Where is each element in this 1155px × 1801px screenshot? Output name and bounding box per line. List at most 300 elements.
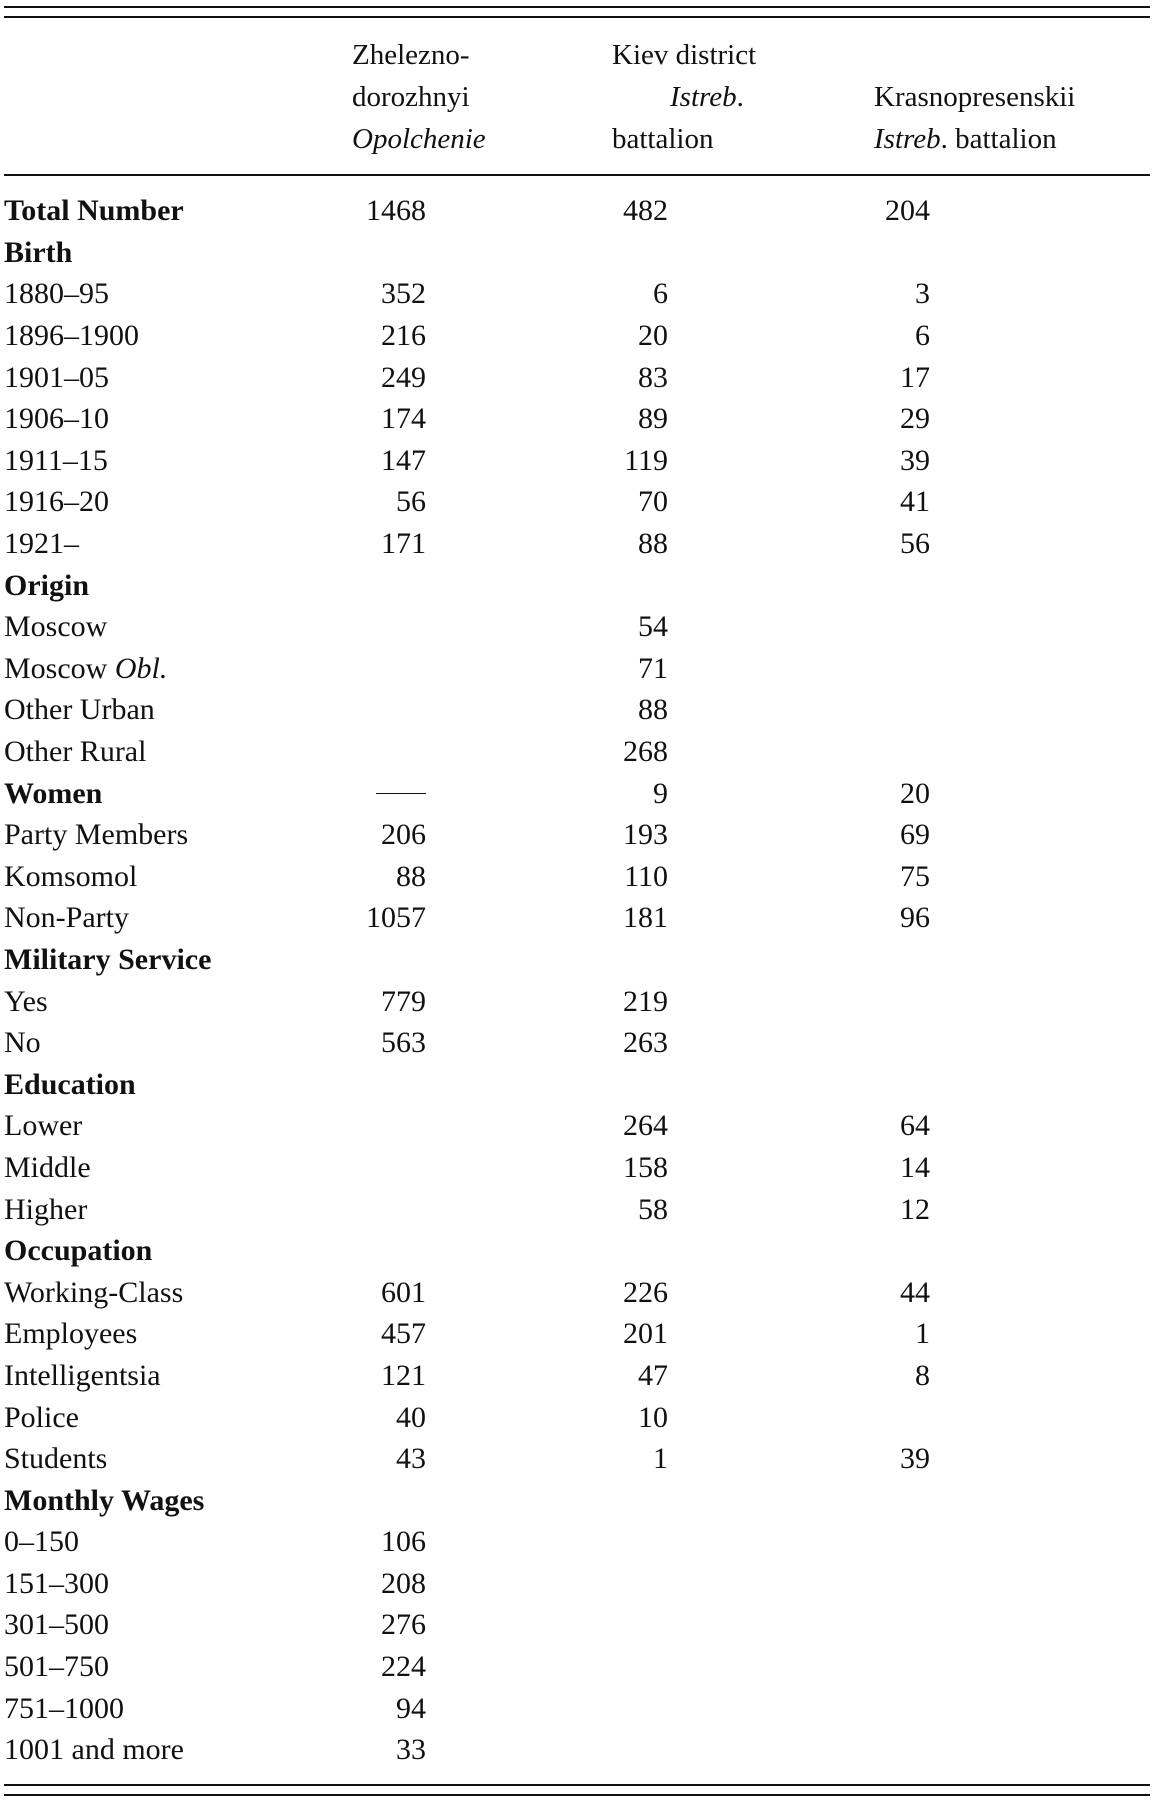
header-col-1-line-3: Opolchenie bbox=[352, 123, 486, 155]
cell-kiev-district: 226 bbox=[623, 1275, 668, 1309]
column-gap bbox=[668, 1355, 808, 1397]
cell-kiev-district bbox=[546, 939, 668, 981]
section-label bbox=[4, 1063, 306, 1105]
row-label bbox=[4, 1604, 306, 1646]
column-gap bbox=[426, 1646, 546, 1688]
table-row bbox=[4, 273, 930, 315]
row-label-text: Lower bbox=[4, 1109, 83, 1143]
column-gap bbox=[668, 1230, 808, 1272]
column-gap bbox=[426, 356, 546, 398]
row-label-italic: Obl. bbox=[114, 651, 168, 685]
row-label-text: Police bbox=[4, 1400, 79, 1434]
row-label-text: Military Service bbox=[4, 942, 212, 976]
row-label-text: No bbox=[4, 1026, 41, 1060]
row-label-text: Monthly Wages bbox=[4, 1483, 205, 1517]
column-gap bbox=[426, 606, 546, 648]
row-label-text: 0–150 bbox=[4, 1525, 79, 1559]
row-label-text: 1901–05 bbox=[4, 360, 109, 394]
table-row bbox=[4, 1313, 930, 1355]
cell-kiev-district bbox=[546, 1521, 668, 1563]
row-label-text: Employees bbox=[4, 1317, 138, 1351]
column-gap bbox=[668, 1604, 808, 1646]
dash-mark bbox=[376, 793, 426, 794]
row-label bbox=[4, 1271, 306, 1313]
column-gap bbox=[668, 772, 808, 814]
table-row bbox=[4, 1438, 930, 1480]
row-label bbox=[4, 1396, 306, 1438]
row-label-text: Higher bbox=[4, 1192, 88, 1226]
header-col-2-istreb: Istreb bbox=[670, 81, 737, 113]
cell-zheleznodorozhnyi: 56 bbox=[396, 485, 426, 519]
section-label bbox=[4, 232, 306, 274]
row-label-text: 1921– bbox=[4, 527, 79, 561]
cell-kiev-district: 110 bbox=[624, 859, 668, 893]
table-row bbox=[4, 398, 930, 440]
table-row bbox=[4, 356, 930, 398]
cell-krasnopresenskii bbox=[808, 1230, 930, 1272]
cell-krasnopresenskii: 69 bbox=[900, 818, 930, 852]
row-label-text: 1906–10 bbox=[4, 402, 109, 436]
cell-zheleznodorozhnyi: 33 bbox=[396, 1733, 426, 1767]
column-gap bbox=[426, 731, 546, 773]
cell-kiev-district: 88 bbox=[638, 527, 668, 561]
header-col-3-istreb: Istreb bbox=[874, 123, 941, 155]
cell-krasnopresenskii bbox=[808, 1646, 930, 1688]
column-gap bbox=[668, 731, 808, 773]
table-row bbox=[4, 606, 930, 648]
cell-krasnopresenskii: 41 bbox=[900, 485, 930, 519]
cell-krasnopresenskii: 3 bbox=[915, 277, 930, 311]
cell-kiev-district: 193 bbox=[623, 818, 668, 852]
row-label bbox=[4, 1105, 306, 1147]
cell-kiev-district: 263 bbox=[623, 1026, 668, 1060]
column-gap bbox=[426, 1687, 546, 1729]
cell-zheleznodorozhnyi bbox=[306, 606, 426, 648]
column-gap bbox=[426, 273, 546, 315]
cell-krasnopresenskii bbox=[808, 1063, 930, 1105]
section-label bbox=[4, 564, 306, 606]
row-label-text: 151–300 bbox=[4, 1566, 109, 1600]
row-label bbox=[4, 606, 306, 648]
row-label bbox=[4, 398, 306, 440]
table-row bbox=[4, 1521, 930, 1563]
row-label-text: Middle bbox=[4, 1150, 91, 1184]
cell-krasnopresenskii: 8 bbox=[915, 1358, 930, 1392]
row-label bbox=[4, 648, 306, 690]
header-col-2-line-2-rest: . bbox=[736, 81, 744, 113]
bottom-rule-outer bbox=[4, 1794, 1150, 1796]
table-row bbox=[4, 1063, 930, 1105]
column-gap bbox=[668, 980, 808, 1022]
cell-krasnopresenskii: 56 bbox=[900, 527, 930, 561]
cell-zheleznodorozhnyi: 249 bbox=[381, 360, 426, 394]
header-col-3-line-2 bbox=[874, 118, 1075, 160]
cell-krasnopresenskii bbox=[808, 1479, 930, 1521]
table-row bbox=[4, 1479, 930, 1521]
cell-kiev-district: 119 bbox=[624, 443, 668, 477]
cell-zheleznodorozhnyi bbox=[306, 689, 426, 731]
column-gap bbox=[668, 273, 808, 315]
section-label bbox=[4, 939, 306, 981]
column-gap bbox=[668, 1022, 808, 1064]
row-label bbox=[4, 523, 306, 565]
header-col-1-line-2: dorozhnyi bbox=[352, 81, 470, 113]
column-gap bbox=[426, 1105, 546, 1147]
column-gap bbox=[426, 689, 546, 731]
column-gap bbox=[426, 481, 546, 523]
column-gap bbox=[426, 1022, 546, 1064]
table-row bbox=[4, 856, 930, 898]
cell-zheleznodorozhnyi bbox=[306, 1147, 426, 1189]
column-gap bbox=[426, 523, 546, 565]
column-gap bbox=[668, 190, 808, 232]
column-gap bbox=[426, 1604, 546, 1646]
row-label-text: Birth bbox=[4, 235, 73, 269]
row-label-text: 301–500 bbox=[4, 1608, 109, 1642]
cell-krasnopresenskii: 17 bbox=[900, 360, 930, 394]
row-label bbox=[4, 814, 306, 856]
cell-kiev-district bbox=[546, 1563, 668, 1605]
cell-kiev-district bbox=[546, 1687, 668, 1729]
cell-zheleznodorozhnyi: 206 bbox=[381, 818, 426, 852]
column-gap bbox=[426, 1355, 546, 1397]
cell-krasnopresenskii: 75 bbox=[900, 859, 930, 893]
cell-zheleznodorozhnyi: 563 bbox=[381, 1026, 426, 1060]
row-label bbox=[4, 1188, 306, 1230]
table-row bbox=[4, 814, 930, 856]
table-row bbox=[4, 564, 930, 606]
table-row bbox=[4, 1022, 930, 1064]
cell-krasnopresenskii: 20 bbox=[900, 776, 930, 810]
section-label bbox=[4, 190, 306, 232]
cell-kiev-district: 88 bbox=[638, 693, 668, 727]
row-label bbox=[4, 273, 306, 315]
cell-krasnopresenskii bbox=[808, 1729, 930, 1771]
cell-zheleznodorozhnyi: 106 bbox=[381, 1525, 426, 1559]
column-gap bbox=[668, 315, 808, 357]
row-label-text: Non-Party bbox=[4, 901, 129, 935]
cell-zheleznodorozhnyi: 1468 bbox=[366, 194, 426, 228]
table-row bbox=[4, 648, 930, 690]
column-gap bbox=[426, 1479, 546, 1521]
column-gap bbox=[426, 1396, 546, 1438]
row-label bbox=[4, 315, 306, 357]
row-label bbox=[4, 1438, 306, 1480]
column-gap bbox=[426, 1438, 546, 1480]
column-gap bbox=[668, 689, 808, 731]
cell-kiev-district: 47 bbox=[638, 1358, 668, 1392]
table-row bbox=[4, 1687, 930, 1729]
column-gap bbox=[668, 856, 808, 898]
data-table-body bbox=[4, 190, 930, 1771]
cell-zheleznodorozhnyi bbox=[306, 1230, 426, 1272]
column-gap bbox=[668, 440, 808, 482]
column-gap bbox=[426, 398, 546, 440]
row-label bbox=[4, 1729, 306, 1771]
cell-zheleznodorozhnyi: 43 bbox=[396, 1442, 426, 1476]
row-label-text: 1896–1900 bbox=[4, 319, 139, 353]
cell-krasnopresenskii: 204 bbox=[885, 194, 930, 228]
column-gap bbox=[668, 1147, 808, 1189]
table-row bbox=[4, 1147, 930, 1189]
column-gap bbox=[668, 1105, 808, 1147]
row-label-text: Women bbox=[4, 776, 103, 810]
cell-kiev-district bbox=[546, 1604, 668, 1646]
column-gap bbox=[668, 1646, 808, 1688]
cell-zheleznodorozhnyi bbox=[306, 564, 426, 606]
cell-kiev-district: 6 bbox=[653, 277, 668, 311]
cell-kiev-district: 89 bbox=[638, 402, 668, 436]
cell-kiev-district: 1 bbox=[653, 1442, 668, 1476]
column-gap bbox=[668, 481, 808, 523]
cell-kiev-district: 83 bbox=[638, 360, 668, 394]
header-col-1-line-1: Zhelezno- bbox=[352, 39, 470, 71]
cell-zheleznodorozhnyi bbox=[306, 1188, 426, 1230]
cell-krasnopresenskii: 96 bbox=[900, 901, 930, 935]
cell-krasnopresenskii bbox=[808, 564, 930, 606]
cell-kiev-district bbox=[546, 564, 668, 606]
column-gap bbox=[426, 440, 546, 482]
row-label-text: 501–750 bbox=[4, 1650, 109, 1684]
header-col-2-line-2 bbox=[612, 76, 756, 118]
table-row bbox=[4, 1355, 930, 1397]
cell-zheleznodorozhnyi: 216 bbox=[381, 319, 426, 353]
cell-zheleznodorozhnyi: 276 bbox=[381, 1608, 426, 1642]
cell-kiev-district: 158 bbox=[623, 1150, 668, 1184]
cell-krasnopresenskii bbox=[808, 606, 930, 648]
cell-kiev-district: 181 bbox=[623, 901, 668, 935]
column-gap bbox=[426, 1063, 546, 1105]
row-label-text: 1911–15 bbox=[4, 443, 108, 477]
row-label bbox=[4, 1147, 306, 1189]
top-rule-inner bbox=[4, 16, 1150, 18]
cell-zheleznodorozhnyi bbox=[306, 648, 426, 690]
cell-zheleznodorozhnyi: 40 bbox=[396, 1400, 426, 1434]
column-gap bbox=[668, 1396, 808, 1438]
cell-zheleznodorozhnyi: 88 bbox=[396, 859, 426, 893]
cell-krasnopresenskii bbox=[808, 1396, 930, 1438]
cell-kiev-district: 20 bbox=[638, 319, 668, 353]
column-gap bbox=[426, 1521, 546, 1563]
cell-kiev-district: 201 bbox=[623, 1317, 668, 1351]
row-label bbox=[4, 440, 306, 482]
table-row bbox=[4, 1729, 930, 1771]
column-gap bbox=[426, 564, 546, 606]
row-label-text: 751–1000 bbox=[4, 1691, 124, 1725]
cell-zheleznodorozhnyi bbox=[306, 232, 426, 274]
column-gap bbox=[668, 232, 808, 274]
column-gap bbox=[668, 814, 808, 856]
table-row bbox=[4, 315, 930, 357]
cell-kiev-district bbox=[546, 1646, 668, 1688]
row-label bbox=[4, 1563, 306, 1605]
table-row bbox=[4, 772, 930, 814]
table-row bbox=[4, 1396, 930, 1438]
cell-kiev-district: 9 bbox=[653, 776, 668, 810]
section-label bbox=[4, 772, 306, 814]
row-label-text: Moscow bbox=[4, 651, 115, 685]
cell-krasnopresenskii: 14 bbox=[900, 1150, 930, 1184]
column-gap bbox=[426, 1271, 546, 1313]
bottom-rule-inner bbox=[4, 1784, 1150, 1786]
row-label bbox=[4, 1022, 306, 1064]
header-col-3-line-1: Krasnopresenskii bbox=[874, 81, 1076, 113]
row-label bbox=[4, 1521, 306, 1563]
row-label bbox=[4, 1687, 306, 1729]
row-label bbox=[4, 1355, 306, 1397]
header-col-3-line-2-rest: . battalion bbox=[940, 123, 1057, 155]
row-label-text: Moscow bbox=[4, 610, 108, 644]
cell-krasnopresenskii: 39 bbox=[900, 1442, 930, 1476]
row-label-text: Intelligentsia bbox=[4, 1358, 161, 1392]
row-label bbox=[4, 689, 306, 731]
table-row bbox=[4, 939, 930, 981]
cell-zheleznodorozhnyi bbox=[306, 1063, 426, 1105]
header-col-3 bbox=[874, 76, 1075, 160]
table-row bbox=[4, 897, 930, 939]
cell-kiev-district: 58 bbox=[638, 1192, 668, 1226]
cell-kiev-district: 264 bbox=[623, 1109, 668, 1143]
column-gap bbox=[668, 1438, 808, 1480]
column-gap bbox=[426, 1147, 546, 1189]
cell-zheleznodorozhnyi: 779 bbox=[381, 984, 426, 1018]
cell-krasnopresenskii bbox=[808, 689, 930, 731]
header-col-2-line-3: battalion bbox=[612, 123, 714, 155]
column-gap bbox=[668, 1687, 808, 1729]
table-row bbox=[4, 440, 930, 482]
table-row bbox=[4, 481, 930, 523]
column-gap bbox=[426, 232, 546, 274]
row-label bbox=[4, 731, 306, 773]
cell-krasnopresenskii bbox=[808, 232, 930, 274]
cell-krasnopresenskii: 39 bbox=[900, 443, 930, 477]
row-label-text: Other Urban bbox=[4, 693, 155, 727]
row-label-text: Other Rural bbox=[4, 735, 147, 769]
cell-krasnopresenskii bbox=[808, 980, 930, 1022]
table-row bbox=[4, 190, 930, 232]
section-label bbox=[4, 1479, 306, 1521]
cell-krasnopresenskii bbox=[808, 731, 930, 773]
table-row bbox=[4, 1604, 930, 1646]
column-gap bbox=[668, 398, 808, 440]
row-label-text: Education bbox=[4, 1067, 136, 1101]
row-label-text: Occupation bbox=[4, 1234, 153, 1268]
column-gap bbox=[668, 1313, 808, 1355]
cell-kiev-district: 54 bbox=[638, 610, 668, 644]
column-gap bbox=[426, 980, 546, 1022]
column-gap bbox=[668, 1729, 808, 1771]
cell-zheleznodorozhnyi bbox=[306, 731, 426, 773]
row-label-text: 1880–95 bbox=[4, 277, 109, 311]
cell-krasnopresenskii: 12 bbox=[900, 1192, 930, 1226]
column-gap bbox=[668, 1521, 808, 1563]
row-label bbox=[4, 897, 306, 939]
column-gap bbox=[426, 897, 546, 939]
cell-zheleznodorozhnyi: 147 bbox=[381, 443, 426, 477]
cell-zheleznodorozhnyi: 224 bbox=[381, 1650, 426, 1684]
cell-zheleznodorozhnyi: 94 bbox=[396, 1691, 426, 1725]
cell-zheleznodorozhnyi: 121 bbox=[381, 1358, 426, 1392]
row-label bbox=[4, 481, 306, 523]
column-gap bbox=[668, 939, 808, 981]
header-rule bbox=[4, 174, 1150, 176]
cell-zheleznodorozhnyi: 171 bbox=[381, 527, 426, 561]
cell-krasnopresenskii bbox=[808, 1022, 930, 1064]
cell-krasnopresenskii bbox=[808, 1604, 930, 1646]
column-gap bbox=[668, 1271, 808, 1313]
section-label bbox=[4, 1230, 306, 1272]
row-label bbox=[4, 356, 306, 398]
column-gap bbox=[426, 772, 546, 814]
column-gap bbox=[426, 1313, 546, 1355]
row-label bbox=[4, 1646, 306, 1688]
column-gap bbox=[668, 564, 808, 606]
row-label-text: Komsomol bbox=[4, 859, 138, 893]
table-row bbox=[4, 1563, 930, 1605]
column-gap bbox=[426, 190, 546, 232]
column-gap bbox=[426, 939, 546, 981]
table-row bbox=[4, 1646, 930, 1688]
column-gap bbox=[668, 897, 808, 939]
row-label bbox=[4, 980, 306, 1022]
cell-zheleznodorozhnyi: 208 bbox=[381, 1566, 426, 1600]
column-gap bbox=[426, 1563, 546, 1605]
table-row bbox=[4, 689, 930, 731]
row-label bbox=[4, 1313, 306, 1355]
cell-kiev-district: 71 bbox=[638, 651, 668, 685]
cell-zheleznodorozhnyi: 1057 bbox=[366, 901, 426, 935]
cell-krasnopresenskii: 1 bbox=[915, 1317, 930, 1351]
table-row bbox=[4, 1105, 930, 1147]
column-gap bbox=[668, 356, 808, 398]
column-gap bbox=[426, 1188, 546, 1230]
cell-zheleznodorozhnyi: 174 bbox=[381, 402, 426, 436]
cell-krasnopresenskii bbox=[808, 1521, 930, 1563]
cell-kiev-district bbox=[546, 1729, 668, 1771]
cell-kiev-district: 268 bbox=[623, 735, 668, 769]
column-gap bbox=[668, 1063, 808, 1105]
cell-zheleznodorozhnyi: 601 bbox=[381, 1275, 426, 1309]
table-row bbox=[4, 1188, 930, 1230]
cell-kiev-district: 482 bbox=[623, 194, 668, 228]
cell-krasnopresenskii bbox=[808, 1563, 930, 1605]
cell-kiev-district: 10 bbox=[638, 1400, 668, 1434]
cell-kiev-district bbox=[546, 232, 668, 274]
cell-zheleznodorozhnyi bbox=[306, 1105, 426, 1147]
row-label-text: Total Number bbox=[4, 194, 184, 228]
cell-zheleznodorozhnyi: 457 bbox=[381, 1317, 426, 1351]
column-gap bbox=[426, 648, 546, 690]
header-col-2 bbox=[612, 34, 756, 160]
row-label-text: Party Members bbox=[4, 818, 189, 852]
cell-krasnopresenskii bbox=[808, 648, 930, 690]
cell-krasnopresenskii: 29 bbox=[900, 402, 930, 436]
header-col-1 bbox=[352, 34, 486, 160]
column-gap bbox=[668, 1188, 808, 1230]
column-gap bbox=[668, 1563, 808, 1605]
cell-kiev-district: 219 bbox=[623, 984, 668, 1018]
top-rule-outer bbox=[4, 6, 1150, 8]
column-gap bbox=[426, 814, 546, 856]
row-label-text: Working-Class bbox=[4, 1275, 184, 1309]
row-label bbox=[4, 856, 306, 898]
column-gap bbox=[668, 606, 808, 648]
column-gap bbox=[668, 1479, 808, 1521]
table-row bbox=[4, 980, 930, 1022]
cell-kiev-district: 70 bbox=[638, 485, 668, 519]
cell-krasnopresenskii: 64 bbox=[900, 1109, 930, 1143]
table-row bbox=[4, 731, 930, 773]
